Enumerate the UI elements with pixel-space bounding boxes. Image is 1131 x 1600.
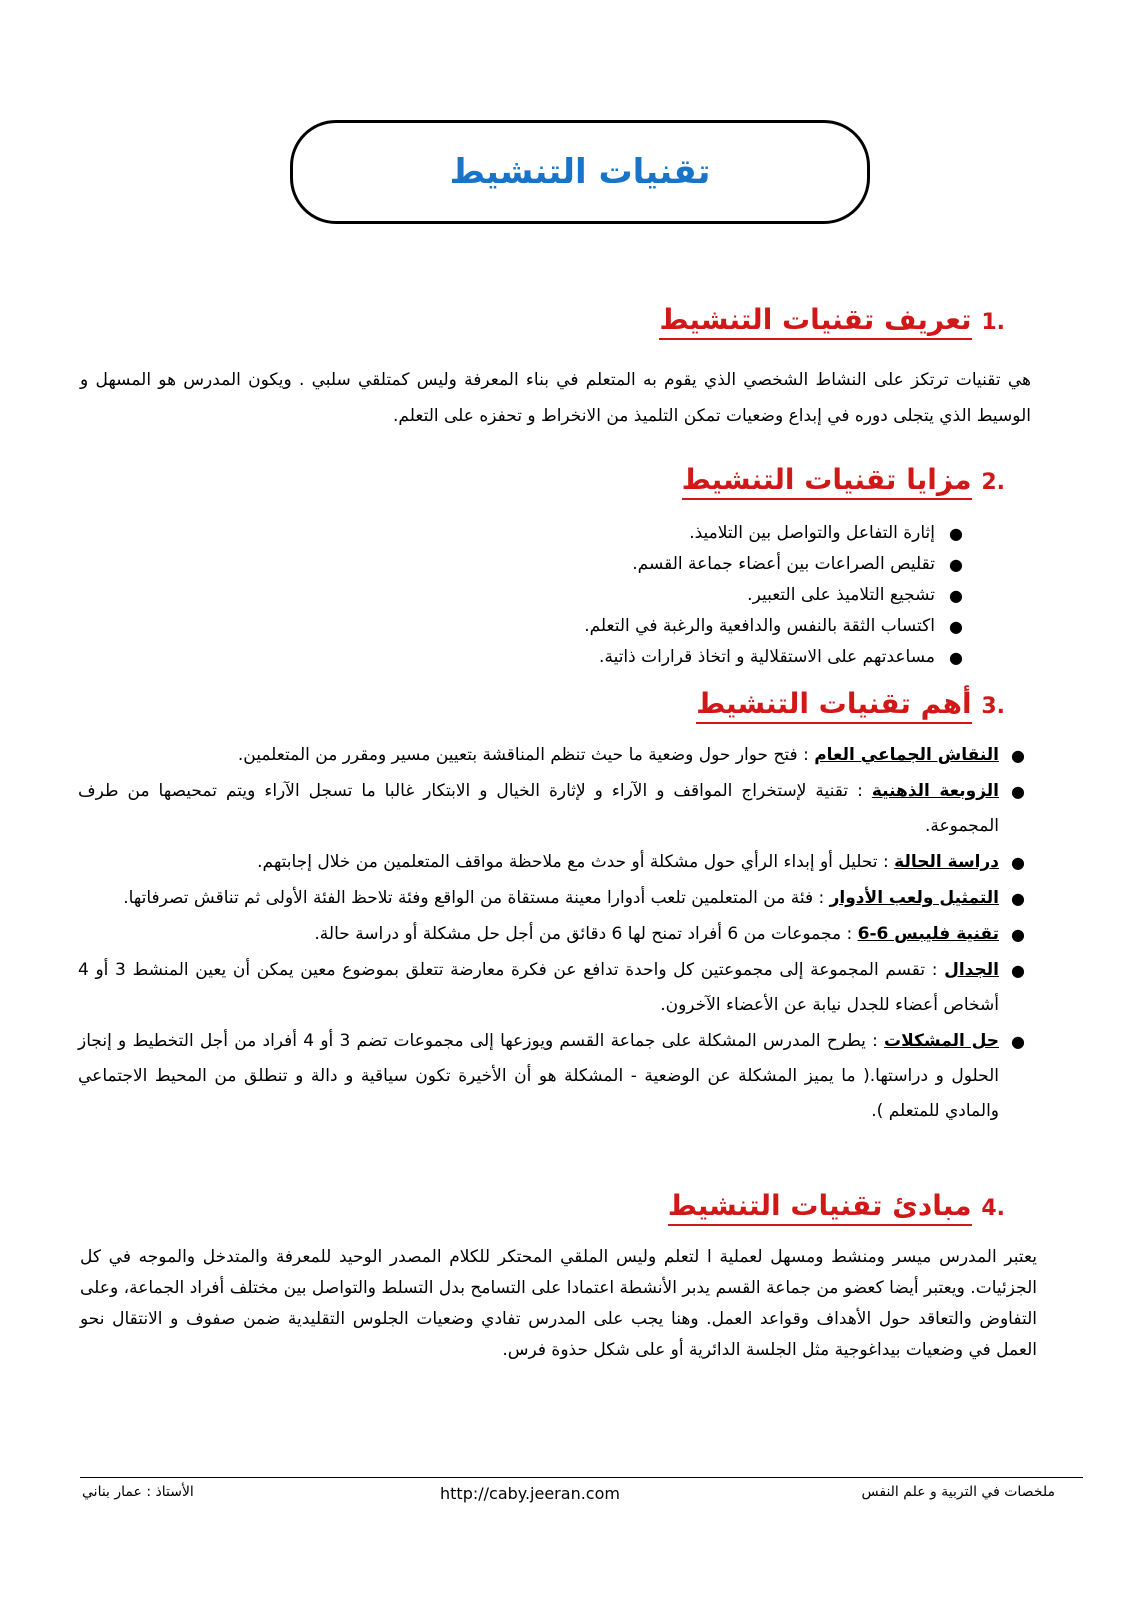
bullet-icon: ● <box>1011 925 1025 944</box>
section-1-heading <box>659 300 1013 343</box>
section-1-paragraph: هي تقنيات ترتكز على النشاط الشخصي الذي يقوم به المتعلم في بناء المعرفة وليس كمتلقي سلبي . ويكون المدرس هو المسهل و الوسيط الذي يتجلى دوره في إبداع وضعيات تمكن التلميذ من الانخراط و تحفزه على التعلم. <box>80 370 1031 426</box>
bullet-icon: ● <box>949 555 963 574</box>
technique-desc: : فئة من المتعلمين تلعب أدوارا معينة مستقاة من الواقع وفئة تلاحظ الفئة الأولى ثم تناقش تصرفاتها. <box>123 888 830 908</box>
footer-series-title: ملخصات في التربية و علم النفس <box>861 1484 1055 1500</box>
section-2-title: مزايا تقنيات التنشيط <box>682 463 972 500</box>
list-item <box>78 845 1027 880</box>
section-4-heading <box>668 1186 1013 1229</box>
section-1-number: .1 <box>981 310 1005 335</box>
section-4-title: مبادئ تقنيات التنشيط <box>668 1189 972 1226</box>
list-item: ● تشجيع التلاميذ على التعبير. <box>584 580 969 611</box>
bullet-icon: ● <box>949 586 963 605</box>
list-item <box>78 881 1027 916</box>
footer-divider <box>80 1477 1083 1478</box>
techniques-list <box>78 738 1027 1130</box>
technique-desc: : فتح حوار حول وضعية ما حيث تنظم المناقشة بتعيين مسير ومقرر من المتعلمين. <box>237 745 815 765</box>
list-item: ● مساعدتهم على الاستقلالية و اتخاذ قرارات ذاتية. <box>584 642 969 673</box>
technique-term: النقاش الجماعي العام <box>814 745 999 765</box>
list-item <box>78 1024 1027 1129</box>
bullet-icon: ● <box>1011 782 1025 801</box>
technique-desc: : تقنية لإستخراج المواقف و الآراء و لإثارة الخيال و الابتكار غالبا ما تسجل الآراء ويتم تمحيصها من طرف المجموعة. <box>78 781 999 836</box>
section-2-number: .2 <box>981 470 1005 495</box>
title-box <box>290 120 870 224</box>
technique-desc: : تقسم المجموعة إلى مجموعتين كل واحدة تدافع عن فكرة معارضة تتعلق بموضوع معين يمكن أن يعين المنشط 3 أو 4 أشخاص أعضاء للجدل نيابة عن الأعضاء الآخرون. <box>78 960 999 1015</box>
footer-author: الأستاذ : عمار بناني <box>82 1484 194 1500</box>
section-2-heading <box>682 460 1013 503</box>
technique-term: التمثيل ولعب الأدوار <box>829 888 999 908</box>
bullet-icon: ● <box>1011 1032 1025 1051</box>
technique-desc: : تحليل أو إبداء الرأي حول مشكلة أو حدث مع ملاحظة مواقف المتعلمين من خلال إجابتهم. <box>257 852 895 872</box>
list-item <box>78 953 1027 1023</box>
bullet-icon: ● <box>1011 961 1025 980</box>
footer-url-link[interactable]: http://caby.jeeran.com <box>440 1484 620 1503</box>
list-item <box>78 917 1027 952</box>
list-item: ● اكتساب الثقة بالنفس والدافعية والرغبة في التعلم. <box>584 611 969 642</box>
section-4-paragraph: يعتبر المدرس ميسر ومنشط ومسهل لعملية ا لتعلم وليس الملقي المحتكر للكلام المصدر الوحيد للمعرفة والمتدخل والموجه في كل الجزئيات. ويعتبر أيضا كعضو من جماعة القسم يدبر الأنشطة اعتمادا على التسامح بدل التسلط والتواصل بين مختلف أفراد الجماعة، وعلى التفاوض والتعاقد حول الأهداف وقواعد العمل. وهنا يجب على المدرس تفادي وضعيات الجلوس التقليدية ضمن صفوف و الانتقال نحو العمل في وضعيات بيداغوجية مثل الجلسة الدائرية أو على شكل حذوة فرس. <box>80 1247 1037 1360</box>
technique-term: الزوبعة الذهنية <box>871 781 999 801</box>
technique-term: حل المشكلات <box>884 1031 999 1051</box>
list-item <box>78 774 1027 844</box>
list-item: ● تقليص الصراعات بين أعضاء جماعة القسم. <box>584 549 969 580</box>
section-1-title: تعريف تقنيات التنشيط <box>659 303 971 340</box>
page-title: تقنيات التنشيط <box>449 152 711 192</box>
bullet-icon: ● <box>1011 853 1025 872</box>
bullet-icon: ● <box>949 524 963 543</box>
bullet-icon: ● <box>1011 746 1025 765</box>
section-4-number: .4 <box>981 1196 1005 1221</box>
section-3-title: أهم تقنيات التنشيط <box>696 687 972 724</box>
section-3-heading <box>696 684 1013 727</box>
technique-term: تقنية فليبس 6-6 <box>857 924 999 944</box>
bullet-icon: ● <box>949 617 963 636</box>
bullet-icon: ● <box>949 648 963 667</box>
technique-term: دراسة الحالة <box>894 852 999 872</box>
bullet-icon: ● <box>1011 889 1025 908</box>
section-3-number: .3 <box>981 694 1005 719</box>
list-item <box>78 738 1027 773</box>
advantages-list <box>584 518 969 673</box>
list-item: ● إثارة التفاعل والتواصل بين التلاميذ. <box>584 518 969 549</box>
technique-desc: : مجموعات من 6 أفراد تمنح لها 6 دقائق من أجل حل مشكلة أو دراسة حالة. <box>314 924 858 944</box>
technique-desc: : يطرح المدرس المشكلة على جماعة القسم ويوزعها إلى مجموعات تضم 3 أو 4 أفراد من أجل التخطيط و إنجاز الحلول و دراستها.( ما يميز المشكلة عن الوضعية - المشكلة هو أن الأخيرة تكون سياقية و دالة و تنطلق من المحيط الاجتماعي والمادي للمتعلم ). <box>78 1031 999 1121</box>
technique-term: الجدال <box>944 960 999 980</box>
